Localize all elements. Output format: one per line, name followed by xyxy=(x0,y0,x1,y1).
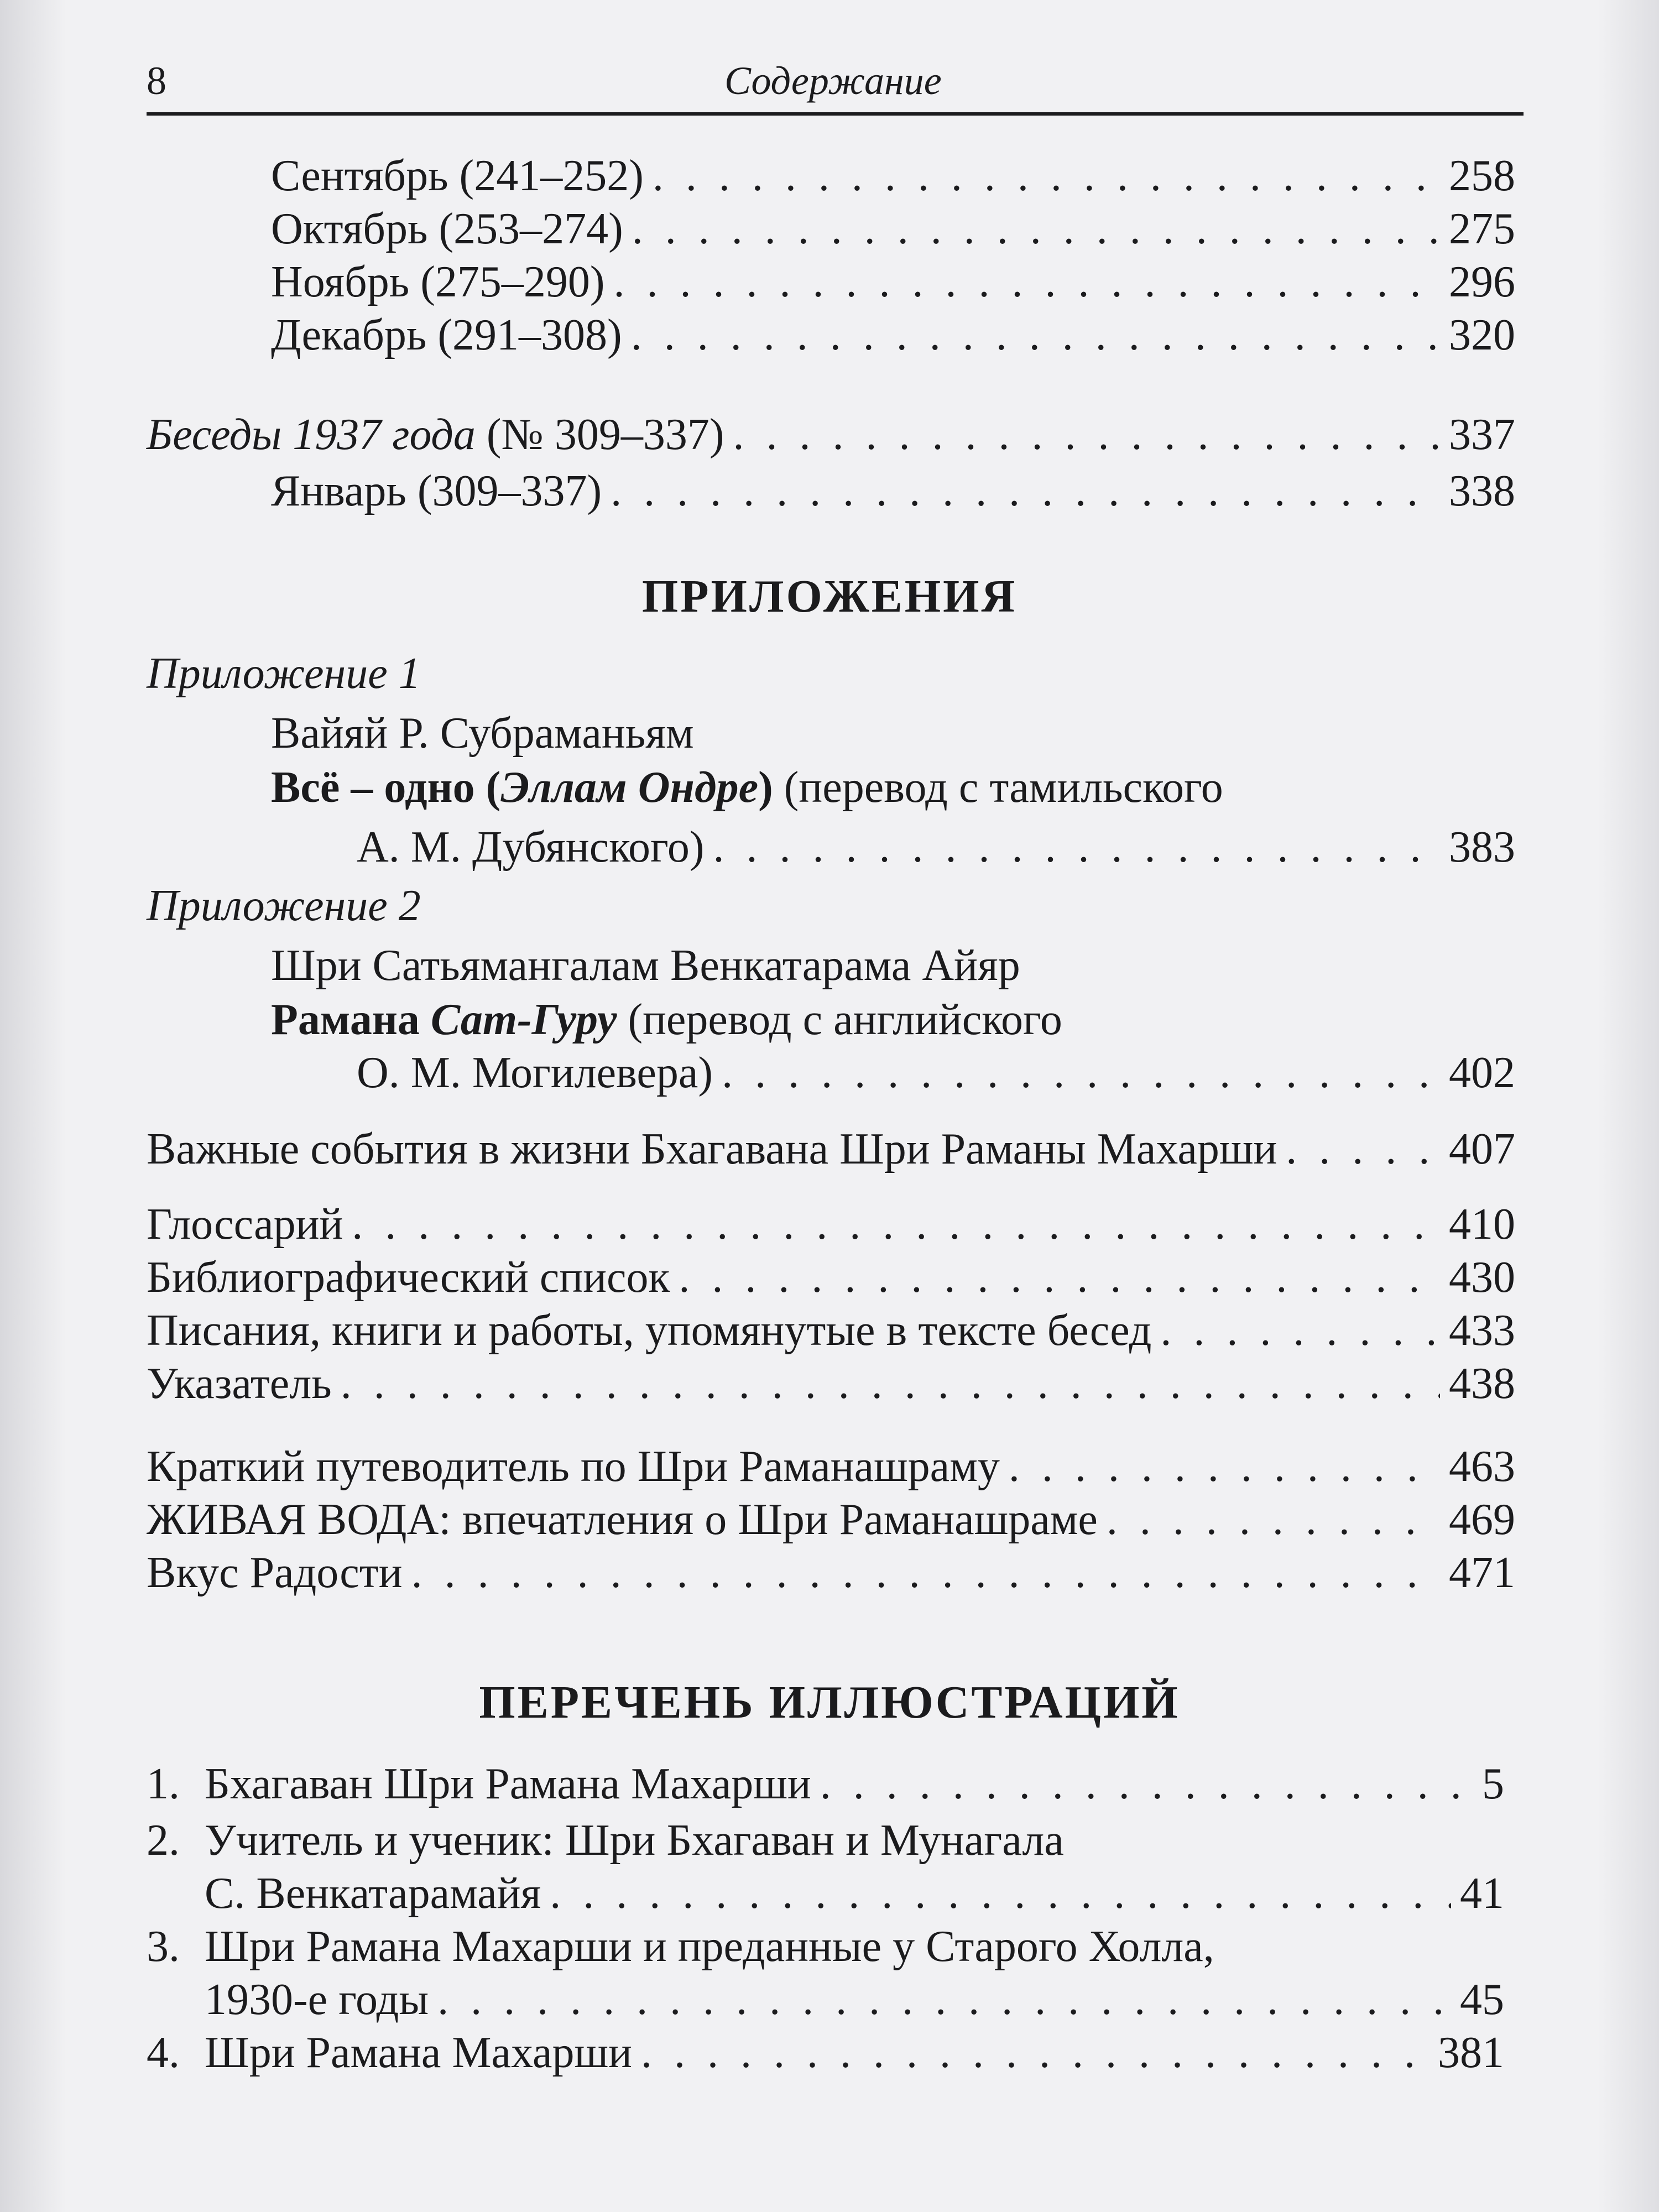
toc-entry xyxy=(271,465,1515,518)
work-translation-note: (перевод с тамильского xyxy=(773,763,1223,812)
appendices-heading: ПРИЛОЖЕНИЯ xyxy=(641,571,1018,622)
toc-entry-page: 402 xyxy=(1449,1048,1515,1097)
dot-leader xyxy=(614,255,1440,309)
appendix-2-title: Приложение 2 xyxy=(147,881,421,930)
dot-leader xyxy=(820,1757,1473,1811)
toc-entry-talks-1937 xyxy=(147,408,1515,461)
running-header-title: Содержание xyxy=(724,59,942,103)
toc-entry-page: 430 xyxy=(1449,1253,1515,1302)
toc-entry-page: 275 xyxy=(1449,205,1515,253)
illustrations-heading: ПЕРЕЧЕНЬ ИЛЛЮСТРАЦИЙ xyxy=(479,1677,1180,1728)
toc-entry-label: О. М. Могилевера) xyxy=(357,1048,713,1097)
toc-entry-label: Указатель xyxy=(147,1359,332,1408)
toc-entry-page: 383 xyxy=(1449,823,1515,872)
toc-entry xyxy=(147,1357,1515,1410)
appendix-1-author: Вайяй Р. Субраманьям xyxy=(271,709,694,758)
toc-entry-label: Библиографический список xyxy=(147,1253,670,1302)
toc-entry xyxy=(147,1251,1515,1304)
illustration-number: 3. xyxy=(147,1922,180,1971)
toc-entry-page: 410 xyxy=(1449,1200,1515,1249)
toc-entry-page: 438 xyxy=(1449,1359,1515,1408)
toc-entry-label: ЖИВАЯ ВОДА: впечатления о Шри Раманашраме xyxy=(147,1495,1098,1544)
toc-entry-page: 296 xyxy=(1449,258,1515,306)
illustration-number: 4. xyxy=(147,2028,180,2077)
page-edge-left xyxy=(0,0,66,2212)
illustration-label: Учитель и ученик: Шри Бхагаван и Мунагала xyxy=(205,1816,1064,1865)
toc-entry xyxy=(271,149,1515,202)
illustration-label: Шри Рамана Махарши xyxy=(205,2028,632,2077)
work-translation-note: (перевод с английского xyxy=(617,995,1062,1044)
illustration-label: Шри Рамана Махарши и преданные у Старого Холла, xyxy=(205,1922,1214,1971)
toc-entry xyxy=(147,1304,1515,1357)
toc-entry-label: Важные события в жизни Бхагавана Шри Раманы Махарши xyxy=(147,1125,1277,1173)
work-title-bold: Всё – одно ( xyxy=(271,763,501,812)
toc-entry-page: 433 xyxy=(1449,1306,1515,1355)
toc-entry xyxy=(147,1493,1515,1546)
toc-entry xyxy=(357,821,1515,874)
work-title-bold: Рамана xyxy=(271,995,431,1044)
dot-leader xyxy=(352,1198,1440,1251)
work-title-bold-close: ) xyxy=(758,763,773,812)
illustration-entry xyxy=(205,2026,1504,2079)
work-title-bold-italic: Эллам Ондре xyxy=(500,763,759,812)
illustration-number: 2. xyxy=(147,1816,180,1865)
dot-leader xyxy=(1286,1123,1440,1176)
toc-entry-page: 469 xyxy=(1449,1495,1515,1544)
dot-leader xyxy=(722,1046,1440,1099)
toc-entry-label: Вкус Радости xyxy=(147,1548,403,1597)
toc-entry-label-range: (№ 309–337) xyxy=(475,410,724,459)
illustration-label-cont: С. Венкатарамайя xyxy=(205,1869,541,1918)
illustration-entry xyxy=(205,1757,1504,1811)
page-number: 8 xyxy=(147,59,166,103)
toc-entry-label: Глоссарий xyxy=(147,1200,343,1249)
toc-entry xyxy=(271,202,1515,255)
appendix-2-work xyxy=(271,993,1062,1046)
toc-entry-label xyxy=(147,408,724,461)
dot-leader xyxy=(653,149,1440,202)
dot-leader xyxy=(1160,1304,1440,1357)
toc-entry-label: А. М. Дубянского) xyxy=(357,823,705,872)
toc-entry xyxy=(147,1440,1515,1493)
toc-entry-label: Октябрь (253–274) xyxy=(271,205,623,253)
toc-entry-label: Ноябрь (275–290) xyxy=(271,258,605,306)
toc-entry-label: Январь (309–337) xyxy=(271,467,602,515)
appendix-1-title: Приложение 1 xyxy=(147,649,421,698)
illustration-number: 1. xyxy=(147,1760,180,1808)
work-title-bold-italic: Сат-Гуру xyxy=(430,995,617,1044)
page-edge-right xyxy=(1598,0,1659,2212)
toc-entry-label: Писания, книги и работы, упомянутые в тексте бесед xyxy=(147,1306,1152,1355)
toc-entry-page: 258 xyxy=(1449,152,1515,200)
illustration-label: Бхагаван Шри Рамана Махарши xyxy=(205,1760,811,1808)
dot-leader xyxy=(550,1867,1451,1920)
toc-entry-label-italic: Беседы 1937 года xyxy=(147,410,476,459)
dot-leader xyxy=(611,465,1440,518)
illustration-entry xyxy=(205,1867,1504,1920)
toc-entry xyxy=(357,1046,1515,1099)
illustration-page: 381 xyxy=(1438,2028,1504,2077)
dot-leader xyxy=(632,202,1440,255)
dot-leader xyxy=(641,2026,1429,2079)
toc-entry-label: Декабрь (291–308) xyxy=(271,311,622,359)
illustration-page: 41 xyxy=(1460,1869,1504,1918)
dot-leader xyxy=(437,1973,1451,2026)
toc-entry-page: 337 xyxy=(1449,410,1515,459)
toc-entry-page: 471 xyxy=(1449,1548,1515,1597)
toc-entry-label: Краткий путеводитель по Шри Раманашраму xyxy=(147,1442,1000,1491)
toc-entry-page: 463 xyxy=(1449,1442,1515,1491)
dot-leader xyxy=(631,309,1440,362)
illustration-page: 45 xyxy=(1460,1975,1504,2024)
toc-entry xyxy=(147,1198,1515,1251)
toc-entry-page: 338 xyxy=(1449,467,1515,515)
dot-leader xyxy=(713,821,1440,874)
illustration-entry xyxy=(205,1973,1504,2026)
dot-leader xyxy=(679,1251,1440,1304)
dot-leader xyxy=(1009,1440,1440,1493)
dot-leader xyxy=(1107,1493,1440,1546)
illustration-page: 5 xyxy=(1482,1760,1504,1808)
dot-leader xyxy=(341,1357,1440,1410)
toc-entry xyxy=(271,309,1515,362)
toc-entry xyxy=(271,255,1515,309)
illustration-label-cont: 1930-е годы xyxy=(205,1975,429,2024)
dot-leader xyxy=(733,408,1441,461)
toc-entry xyxy=(147,1123,1515,1176)
toc-entry xyxy=(147,1546,1515,1599)
toc-entry-label: Сентябрь (241–252) xyxy=(271,152,644,200)
toc-entry-page: 407 xyxy=(1449,1125,1515,1173)
toc-entry-page: 320 xyxy=(1449,311,1515,359)
appendix-2-author: Шри Сатьямангалам Венкатарама Айяр xyxy=(271,941,1020,990)
appendix-1-work xyxy=(271,761,1223,814)
header-rule xyxy=(147,112,1524,116)
dot-leader xyxy=(411,1546,1440,1599)
